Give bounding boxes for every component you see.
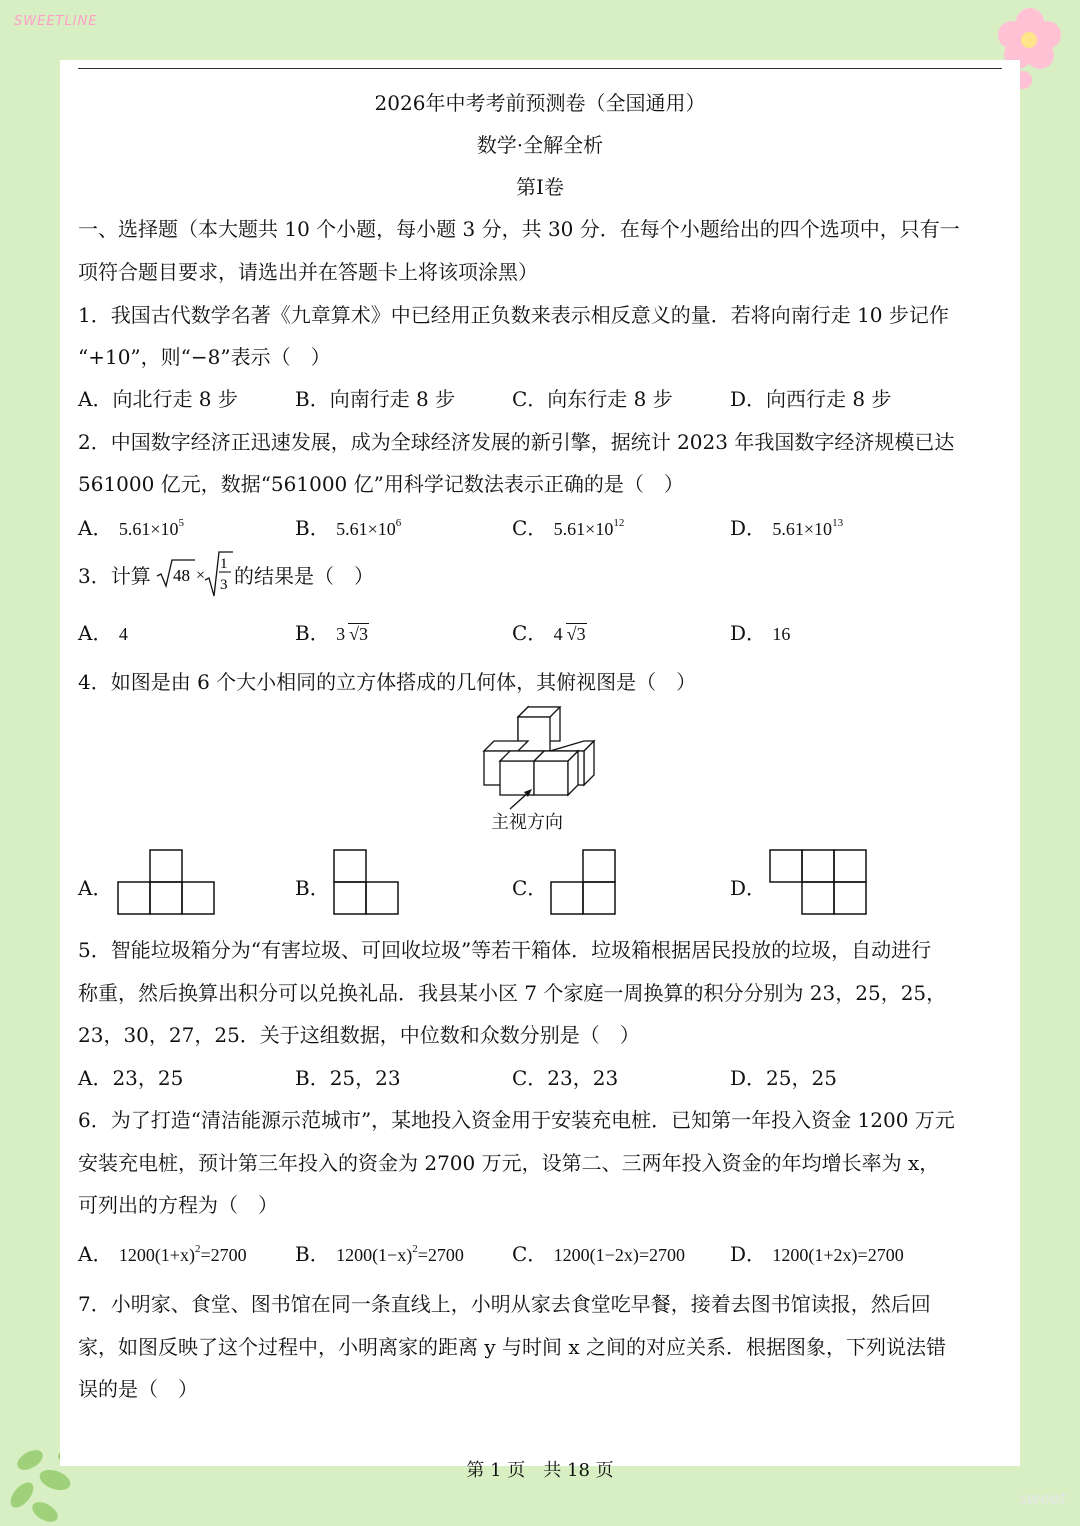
q1-option-c: C．向东行走 8 步	[512, 387, 673, 411]
q2-option-a: A． $5.61\times 10^5$	[78, 516, 184, 540]
q3-radicand: 48	[173, 566, 190, 585]
q3-option-a: A． 4	[78, 621, 128, 645]
q6-option-b: B． $1200(1-x)^2=2700$	[295, 1242, 464, 1266]
q4-option-c-figure	[549, 848, 619, 918]
q1-option-b: B．向南行走 8 步	[295, 387, 456, 411]
page-footer: 第 1 页 共 18 页	[466, 1460, 614, 1481]
header-rule	[78, 68, 1002, 69]
section-instruction-2: 项符合题目要求，请选出并在答题卡上将该项涂黑）	[78, 260, 538, 284]
q4-option-a-label: A．	[78, 876, 113, 900]
q4-option-a-figure	[116, 848, 218, 918]
q5-option-a: A．23，25	[78, 1066, 184, 1090]
q6-option-c: C． 1200(1−2x)=2700	[512, 1242, 685, 1266]
q2-option-c: C． $5.61\times 10^{12}$	[512, 516, 625, 540]
q5-option-d: D．25，25	[730, 1066, 837, 1090]
q3-prefix: 3．计算	[78, 564, 151, 588]
q5-text-3: 23，30，27，25．关于这组数据，中位数和众数分别是（ ）	[78, 1023, 640, 1047]
q4-cube-figure	[480, 705, 600, 813]
q6-option-a: A． $1200(1+x)^2=2700$	[78, 1242, 247, 1266]
exam-subtitle: 数学·全解全析	[476, 133, 604, 157]
q3-option-c: C． 4 √3	[512, 621, 586, 645]
q7-text-3: 误的是（ ）	[78, 1377, 198, 1401]
q3-frac-den: 3	[220, 577, 228, 593]
q2-option-b: B． $5.61\times 10^6$	[295, 516, 402, 540]
exam-title: 2026年中考考前预测卷（全国通用）	[374, 91, 706, 115]
q3-times: ×	[196, 567, 206, 584]
q2-option-d: D． $5.61\times 10^{13}$	[730, 516, 844, 540]
q4-figure-caption: 主视方向	[491, 812, 563, 833]
q4-option-b-label: B．	[295, 876, 330, 900]
q7-text-2: 家，如图反映了这个过程中，小明离家的距离 y 与时间 x 之间的对应关系．根据图象，下列说法错	[78, 1335, 947, 1359]
q1-text-1: 1．我国古代数学名著《九章算术》中已经用正负数来表示相反意义的量．若将向南行走 10 步记作	[78, 303, 949, 327]
q3-suffix: 的结果是（ ）	[234, 564, 374, 588]
section-instruction-1: 一、选择题（本大题共 10 个小题，每小题 3 分，共 30 分．在每个小题给出的四个选项中，只有一	[78, 217, 960, 241]
q1-option-a: A．向北行走 8 步	[78, 387, 238, 411]
q6-text-1: 6．为了打造“清洁能源示范城市”，某地投入资金用于安装充电桩．已知第一年投入资金 1200 万元	[78, 1108, 955, 1132]
q3-option-b: B． 3 √3	[295, 621, 368, 645]
bottom-brand-text: sweet	[1018, 1489, 1066, 1508]
q5-option-c: C．23，23	[512, 1066, 619, 1090]
q4-option-d-figure	[768, 848, 870, 918]
part-label: 第Ⅰ卷	[516, 175, 564, 199]
q6-text-2: 安装充电桩，预计第三年投入的资金为 2700 万元，设第二、三两年投入资金的年均增长率为 x，	[78, 1151, 940, 1175]
corner-brand-text: SWEETLINE	[14, 14, 98, 29]
q6-option-d: D． 1200(1+2x)=2700	[730, 1242, 904, 1266]
q4-option-d-label: D．	[730, 876, 767, 900]
q1-option-d: D．向西行走 8 步	[730, 387, 892, 411]
q3-frac-num: 1	[220, 556, 228, 572]
q7-text-1: 7．小明家、食堂、图书馆在同一条直线上，小明从家去食堂吃早餐，接着去图书馆读报，然后回	[78, 1292, 931, 1316]
q6-text-3: 可列出的方程为（ ）	[78, 1193, 278, 1217]
q2-text-1: 2．中国数字经济正迅速发展，成为全球经济发展的新引擎，据统计 2023 年我国数字经济规模已达	[78, 430, 955, 454]
q3-expression	[155, 550, 235, 598]
q5-text-1: 5．智能垃圾箱分为“有害垃圾、可回收垃圾”等若干箱体．垃圾箱根据居民投放的垃圾，自动进行	[78, 938, 932, 962]
q2-text-2: 561000 亿元，数据“561000 亿”用科学记数法表示正确的是（ ）	[78, 472, 684, 496]
q1-text-2: “+10”，则“−8”表示（ ）	[78, 345, 331, 369]
exam-page	[60, 60, 1020, 1481]
q4-option-c-label: C．	[512, 876, 548, 900]
q4-text-1: 4．如图是由 6 个大小相同的立方体搭成的几何体，其俯视图是（ ）	[78, 670, 697, 694]
q3-option-d: D． 16	[730, 621, 791, 645]
q5-option-b: B．25，23	[295, 1066, 401, 1090]
q4-option-b-figure	[332, 848, 402, 918]
q5-text-2: 称重，然后换算出积分可以兑换礼品．我县某小区 7 个家庭一周换算的积分分别为 23，25，25，	[78, 981, 947, 1005]
